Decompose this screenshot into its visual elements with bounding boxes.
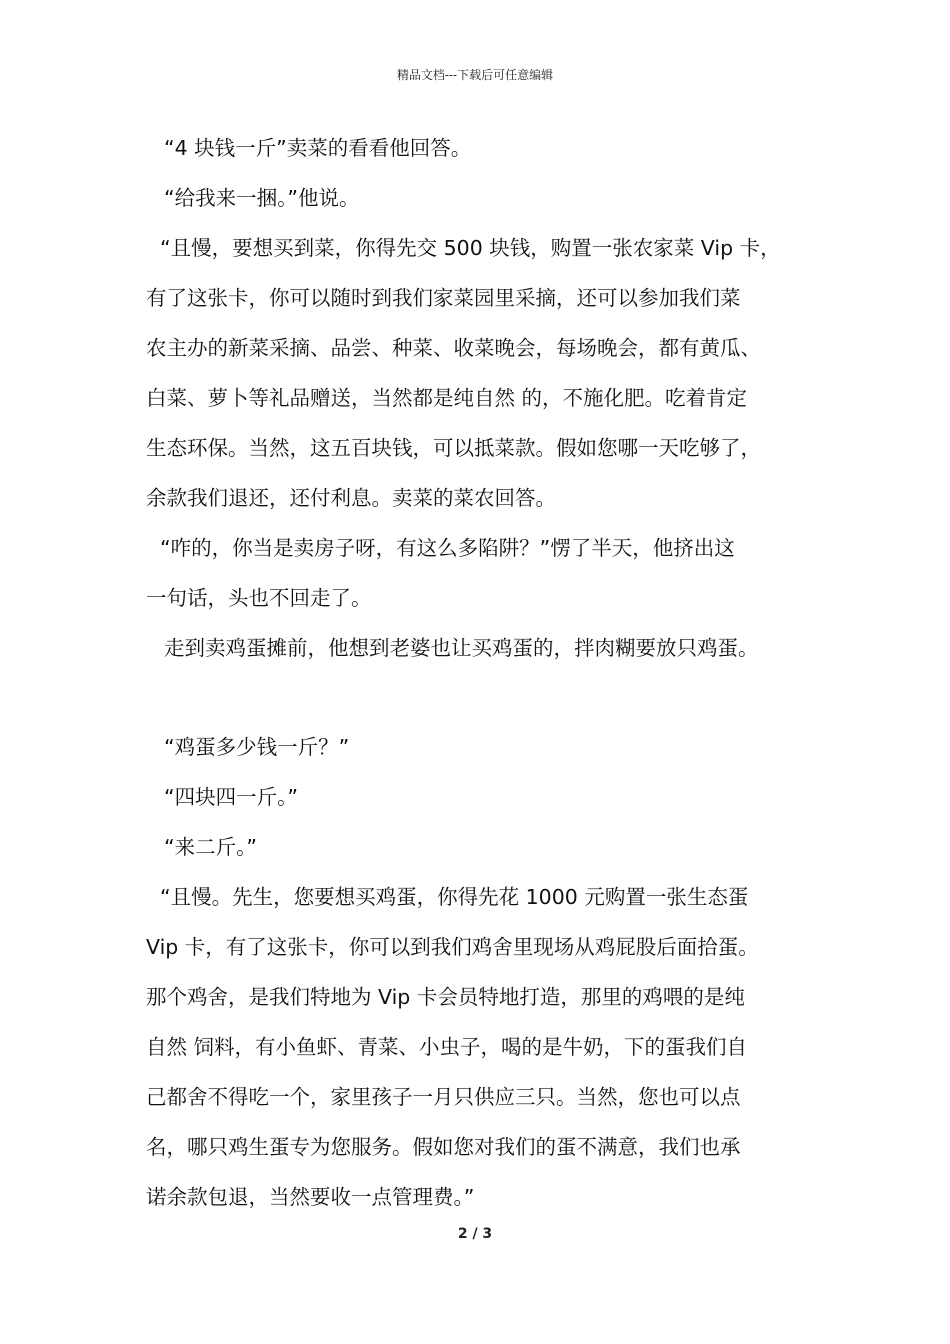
text-line: 一句话，头也不回走了。 bbox=[146, 586, 372, 610]
text-line: 有了这张卡，你可以随时到我们家菜园里采摘，还可以参加我们菜 bbox=[146, 286, 741, 310]
text-line: “4 块钱一斤”卖菜的看看他回答。 bbox=[164, 136, 472, 160]
text-line: “四块四一斤。” bbox=[164, 785, 298, 809]
page-number: 2 / 3 bbox=[457, 1226, 493, 1242]
text-line: “且慢。先生，您要想买鸡蛋，你得先花 1000 元购置一张生态蛋 bbox=[160, 885, 749, 909]
text-line: 生态环保。当然，这五百块钱，可以抵菜款。假如您哪一天吃够了， bbox=[146, 436, 761, 460]
text-line: 己都舍不得吃一个，家里孩子一月只供应三只。当然，您也可以点 bbox=[146, 1085, 741, 1109]
text-line: “且慢，要想买到菜，你得先交 500 块钱，购置一张农家菜 Vip 卡， bbox=[160, 236, 781, 260]
text-line: 走到卖鸡蛋摊前，他想到老婆也让买鸡蛋的，拌肉糊要放只鸡蛋。 bbox=[164, 636, 759, 660]
text-line: “鸡蛋多少钱一斤？” bbox=[164, 735, 350, 759]
text-line: 余款我们退还，还付利息。卖菜的菜农回答。 bbox=[146, 486, 556, 510]
text-line: “给我来一捆。”他说。 bbox=[164, 186, 360, 210]
text-line: 名，哪只鸡生蛋专为您服务。假如您对我们的蛋不满意，我们也承 bbox=[146, 1135, 741, 1159]
text-line: “咋的，你当是卖房子呀，有这么多陷阱？”愣了半天，他挤出这 bbox=[160, 536, 735, 560]
text-line: 农主办的新菜采摘、品尝、种菜、收菜晚会，每场晚会，都有黄瓜、 bbox=[146, 336, 761, 360]
text-line: 白菜、萝卜等礼品赠送，当然都是纯自然 的，不施化肥。吃着肯定 bbox=[146, 386, 748, 410]
text-line: “来二斤。” bbox=[164, 835, 257, 859]
text-line: Vip 卡，有了这张卡，你可以到我们鸡舍里现场从鸡屁股后面拾蛋。 bbox=[146, 935, 759, 959]
text-line: 自然 饲料，有小鱼虾、青菜、小虫子，喝的是牛奶，下的蛋我们自 bbox=[146, 1035, 748, 1059]
page-header: 精品文档---下载后可任意编辑 bbox=[396, 68, 554, 82]
text-line: 诺余款包退，当然要收一点管理费。” bbox=[146, 1185, 475, 1209]
text-line: 那个鸡舍，是我们特地为 Vip 卡会员特地打造，那里的鸡喂的是纯 bbox=[146, 985, 745, 1009]
